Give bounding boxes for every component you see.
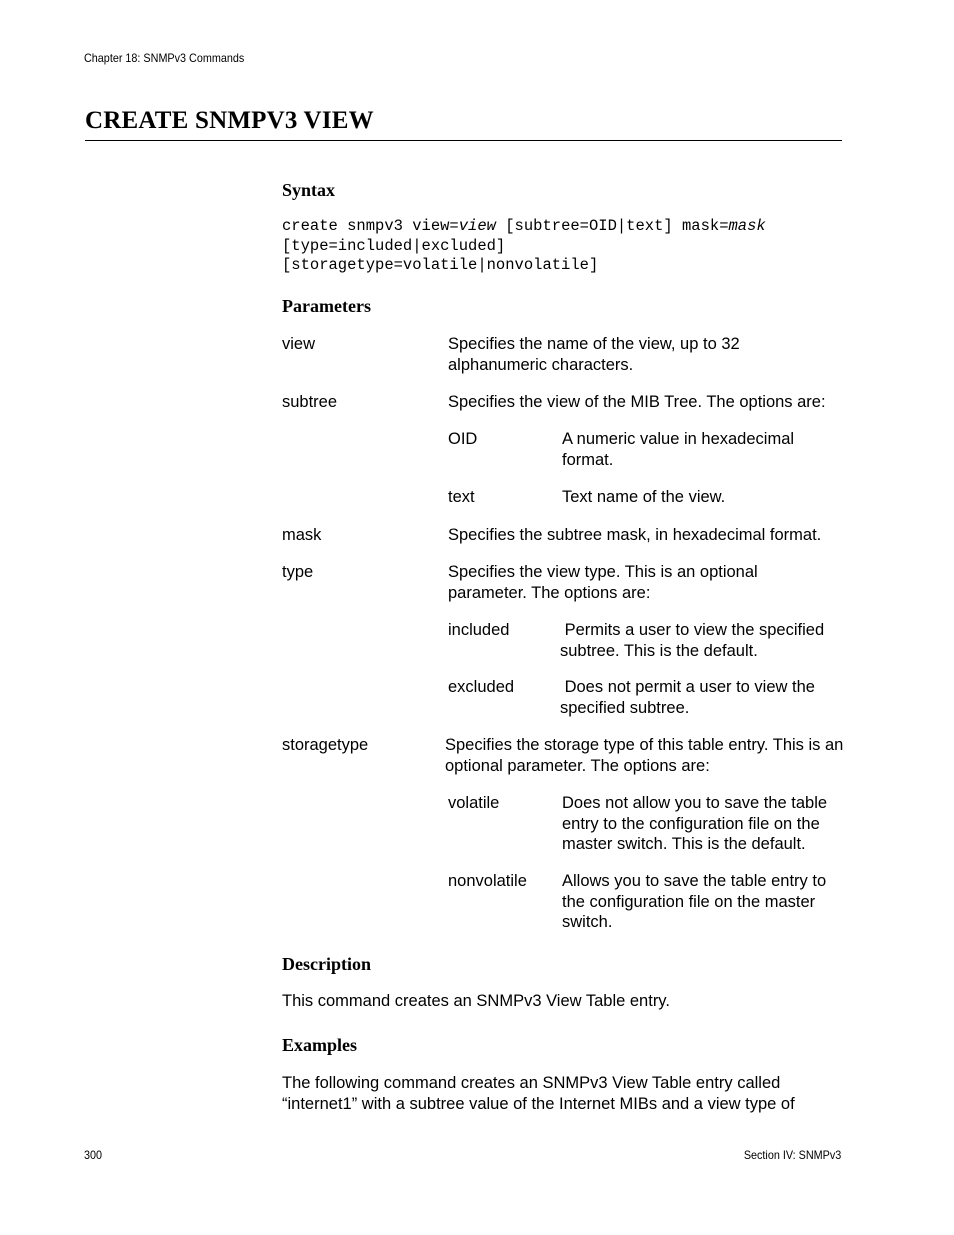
option-excluded-desc: Does not permit a user to view the specified subtree. bbox=[560, 678, 820, 717]
param-subtree-desc: Specifies the view of the MIB Tree. The options are: bbox=[448, 393, 826, 411]
param-mask-name: mask bbox=[282, 526, 322, 544]
option-oid-desc: A numeric value in hexadecimal format. bbox=[562, 430, 795, 469]
option-text-name: text bbox=[448, 488, 475, 506]
section-footer: Section IV: SNMPv3 bbox=[743, 1148, 841, 1162]
option-included-name: included bbox=[448, 621, 510, 639]
option-volatile-name: volatile bbox=[448, 794, 500, 812]
description-heading: Description bbox=[282, 954, 371, 974]
page-title: CREATE SNMPV3 VIEW bbox=[85, 107, 374, 134]
option-nonvolatile-desc: Allows you to save the table entry to the configuration file on the master switch. bbox=[562, 872, 827, 931]
examples-heading: Examples bbox=[282, 1035, 358, 1055]
option-nonvolatile-name: nonvolatile bbox=[448, 872, 527, 890]
option-included-desc: Permits a user to view the specified subtree. This is the default. bbox=[560, 621, 829, 660]
syntax-view-arg: view bbox=[458, 217, 496, 235]
param-mask-desc: Specifies the subtree mask, in hexadecimal format. bbox=[448, 526, 822, 544]
examples-text: The following command creates an SNMPv3 View Table entry called “internet1” with a subtree value of the Internet MIBs and a view type of bbox=[282, 1074, 795, 1113]
description-text: This command creates an SNMPv3 View Table entry. bbox=[282, 992, 670, 1010]
syntax-line3: [storagetype=volatile|nonvolatile] bbox=[282, 256, 599, 274]
param-view-desc: Specifies the name of the view, up to 32 alphanumeric characters. bbox=[448, 335, 740, 374]
param-type-desc: Specifies the view type. This is an optional parameter. The options are: bbox=[448, 563, 758, 602]
param-storagetype-desc: Specifies the storage type of this table entry. This is an optional parameter. The options are: bbox=[445, 736, 844, 775]
running-header: Chapter 18: SNMPv3 Commands bbox=[84, 51, 245, 65]
page-number: 300 bbox=[84, 1148, 103, 1162]
syntax-line2: [type=included|excluded] bbox=[282, 236, 506, 255]
param-storagetype-name: storagetype bbox=[282, 736, 369, 754]
option-excluded-name: excluded bbox=[448, 678, 515, 696]
parameters-heading: Parameters bbox=[282, 296, 371, 316]
title-rule bbox=[85, 140, 842, 141]
option-volatile-desc: Does not allow you to save the table entry to the configuration file on the master switch. This is the default. bbox=[562, 794, 828, 853]
syntax-heading: Syntax bbox=[282, 180, 336, 200]
syntax-line1-a: create snmpv3 view= bbox=[282, 217, 459, 235]
option-oid-name: OID bbox=[448, 430, 478, 448]
param-type-name: type bbox=[282, 563, 314, 581]
param-view-name: view bbox=[282, 335, 316, 353]
syntax-block bbox=[282, 217, 766, 276]
option-text-desc: Text name of the view. bbox=[562, 488, 726, 506]
syntax-line1-b: [subtree=OID|text] mask= bbox=[495, 217, 729, 235]
param-subtree-name: subtree bbox=[282, 393, 338, 411]
syntax-mask-arg: mask bbox=[728, 217, 766, 235]
